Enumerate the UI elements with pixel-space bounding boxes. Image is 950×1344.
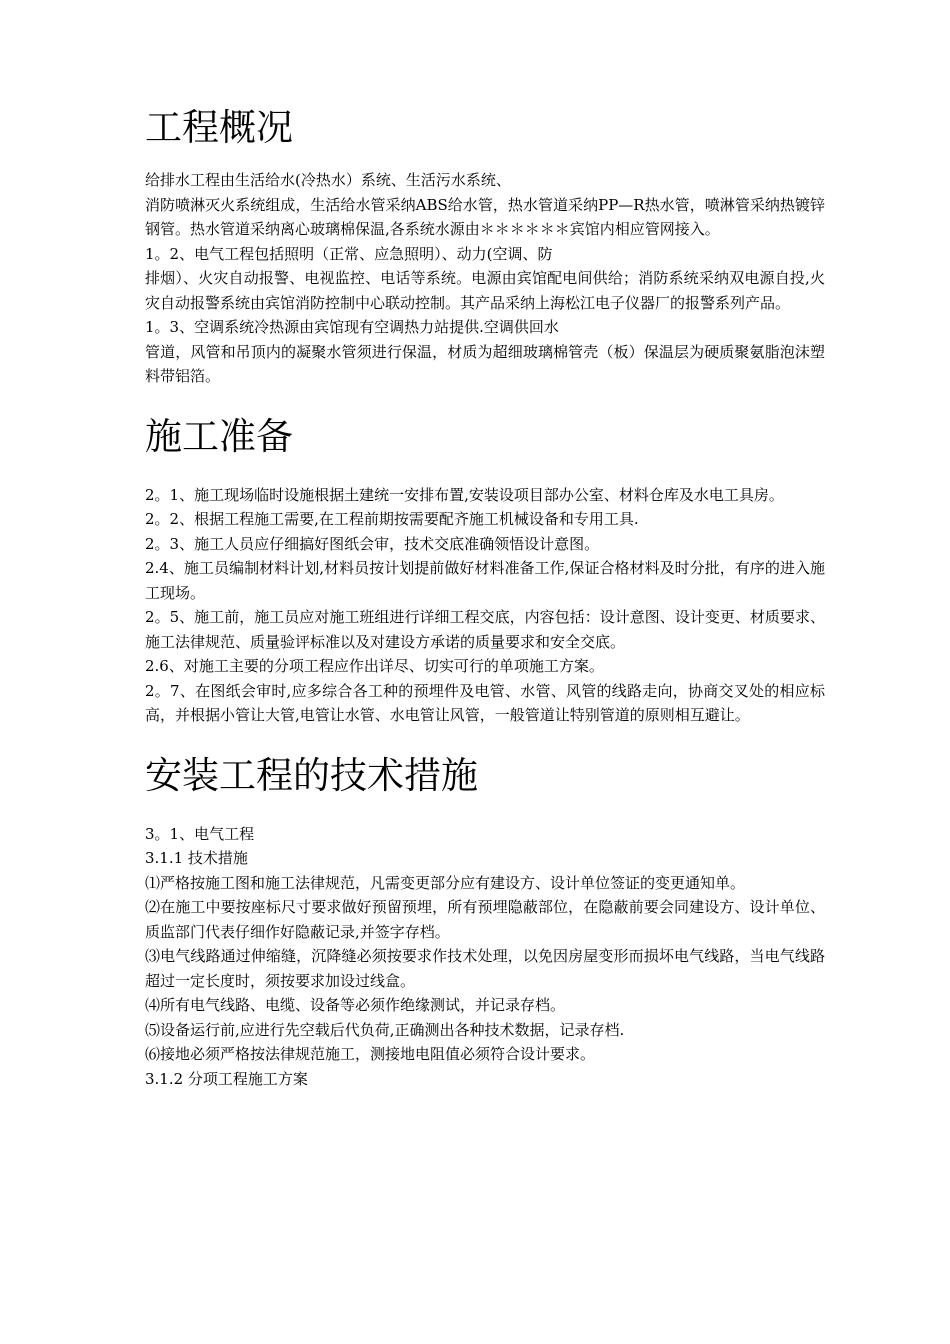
paragraph: 排烟）、火灾自动报警、电视监控、电话等系统。电源由宾馆配电间供给；消防系统采纳双电源自投,火灾自动报警系统由宾馆消防控制中心联动控制。其产品采纳上海松江电子仪器厂的报警系列产品。 — [145, 269, 825, 312]
section-body — [145, 483, 825, 728]
section-installation-technical-measures — [145, 748, 825, 1092]
paragraph: 3.1.1 技术措施 — [145, 849, 248, 867]
paragraph: 2。5、施工前，施工员应对施工班组进行详细工程交底，内容包括：设计意图、设计变更、材质要求、施工法律规范、质量验评标准以及对建设方承诺的质量要求和安全交底。 — [145, 608, 825, 651]
paragraph: ⑴严格按施工图和施工法律规范，凡需变更部分应有建设方、设计单位签证的变更通知单。 — [145, 873, 746, 892]
document-page — [145, 100, 825, 1091]
paragraph: 2.4、施工员编制材料计划,材料员按计划提前做好材料准备工作,保证合格材料及时分批，有序的进入施工现场。 — [145, 559, 825, 602]
paragraph: 2。2、根据工程施工需要,在工程前期按需要配齐施工机械设备和专用工具. — [145, 510, 639, 528]
paragraph: 消防喷淋灭火系统组成，生活给水管采纳ABS给水管，热水管道采纳PP—R热水管，喷淋管采纳热镀锌钢管。热水管道采纳离心玻璃棉保温,各系统水源由＊＊＊＊＊＊宾馆内相应管网接入。 — [145, 195, 825, 238]
section-project-overview — [145, 100, 825, 389]
paragraph: ⑵在施工中要按座标尺寸要求做好预留预埋，所有预埋隐蔽部位，在隐蔽前要会同建设方、设计单位、质监部门代表仔细作好隐蔽记录,并签字存档。 — [145, 898, 825, 941]
paragraph: ⑹接地必须严格按法律规范施工，测接地电阻值必须符合设计要求。 — [145, 1045, 596, 1063]
paragraph: 2.6、对施工主要的分项工程应作出详尽、切实可行的单项施工方案。 — [145, 657, 604, 675]
paragraph: 1。2、电气工程包括照明（正常、应急照明）、动力(空调、防 — [145, 244, 553, 263]
paragraph: 1。3、空调系统冷热源由宾馆现有空调热力站提供.空调供回水 — [145, 318, 559, 336]
section-heading: 施工准备 — [145, 414, 293, 458]
section-heading: 工程概况 — [145, 106, 293, 149]
section-body — [145, 822, 825, 1092]
paragraph: 2。7、在图纸会审时,应多综合各工种的预埋件及电管、水管、风管的线路走向，协商交叉处的相应标高，并根据小管让大管,电管让水管、水电管让风管，一般管道让特别管道的原则相互避让。 — [145, 681, 825, 724]
paragraph: ⑶电气线路通过伸缩缝，沉降缝必须按要求作技术处理，以免因房屋变形而损坏电气线路，当电气线路超过一定长度时，须按要求加设过线盒。 — [145, 947, 825, 990]
paragraph: 管道，风管和吊顶内的凝聚水管须进行保温，材质为超细玻璃棉管壳（板）保温层为硬质聚氨脂泡沫塑料带铝箔。 — [145, 342, 825, 385]
paragraph: 给排水工程由生活给水(冷热水）系统、生活污水系统、 — [145, 171, 511, 189]
paragraph: ⑷所有电气线路、电缆、设备等必须作绝缘测试，并记录存档。 — [145, 996, 566, 1014]
paragraph: 2。3、施工人员应仔细搞好图纸会审，技术交底准确领悟设计意图。 — [145, 534, 600, 553]
section-construction-preparation — [145, 409, 825, 728]
paragraph: 3。1、电气工程 — [145, 824, 255, 843]
paragraph: 3.1.2 分项工程施工方案 — [145, 1069, 308, 1088]
section-heading: 安装工程的技术措施 — [145, 753, 478, 797]
paragraph: 2。1、施工现场临时设施根据土建统一安排布置,安装设项目部办公室、材料仓库及水电工具房。 — [145, 485, 784, 504]
paragraph: ⑸设备运行前,应进行先空载后代负荷,正确测出各种技术数据，记录存档. — [145, 1020, 625, 1039]
